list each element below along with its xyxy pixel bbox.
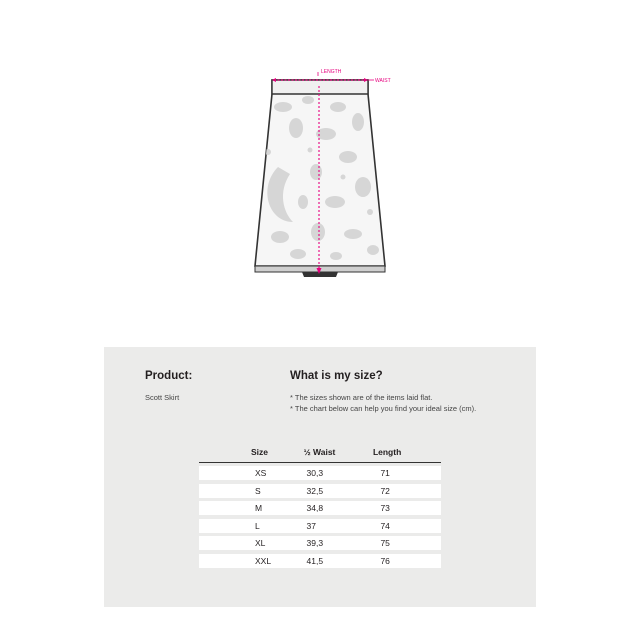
header-half-waist: ½ Waist <box>303 446 336 457</box>
product-heading: Product: <box>145 370 193 382</box>
size-table-header <box>199 443 441 460</box>
waist-label: WAIST <box>375 78 391 84</box>
waistband <box>272 80 368 94</box>
cell-length: 73 <box>380 503 390 513</box>
skirt-drawing <box>238 62 398 292</box>
cell-size: XL <box>255 538 266 548</box>
length-label: LENGTH <box>321 69 342 75</box>
cell-length: 71 <box>380 468 390 478</box>
table-row <box>199 466 441 480</box>
cell-half-waist: 32,5 <box>306 485 324 496</box>
table-row <box>199 519 441 533</box>
cell-length: 72 <box>380 485 390 496</box>
size-heading: What is my size? <box>290 370 383 382</box>
size-table <box>199 443 441 571</box>
cell-size: L <box>255 520 260 531</box>
skirt-illustration <box>238 62 398 292</box>
size-note: * The chart below can help you find your ideal size (cm). <box>290 404 477 413</box>
header-size: Size <box>251 446 269 457</box>
cell-half-waist: 39,3 <box>306 538 324 548</box>
table-row <box>199 536 441 550</box>
cell-size: S <box>255 485 261 496</box>
cell-half-waist: 41,5 <box>306 555 324 566</box>
cell-half-waist: 37 <box>306 520 316 531</box>
cell-length: 76 <box>380 555 390 566</box>
header-length: Length <box>372 446 402 457</box>
product-name: Scott Skirt <box>145 393 180 402</box>
cell-size: XS <box>255 468 267 478</box>
size-note: * The sizes shown are of the items laid flat. <box>290 393 433 402</box>
cell-half-waist: 34,8 <box>306 503 324 513</box>
cell-size: M <box>255 503 263 513</box>
cell-length: 74 <box>380 520 390 531</box>
cell-length: 75 <box>380 538 390 548</box>
cell-half-waist: 30,3 <box>306 468 324 478</box>
table-row <box>199 484 441 498</box>
header-divider <box>199 462 441 463</box>
size-guide-panel <box>104 347 536 607</box>
lining-edge <box>302 272 338 277</box>
table-row <box>199 554 441 568</box>
cell-size: XXL <box>255 555 272 566</box>
table-row <box>199 501 441 515</box>
